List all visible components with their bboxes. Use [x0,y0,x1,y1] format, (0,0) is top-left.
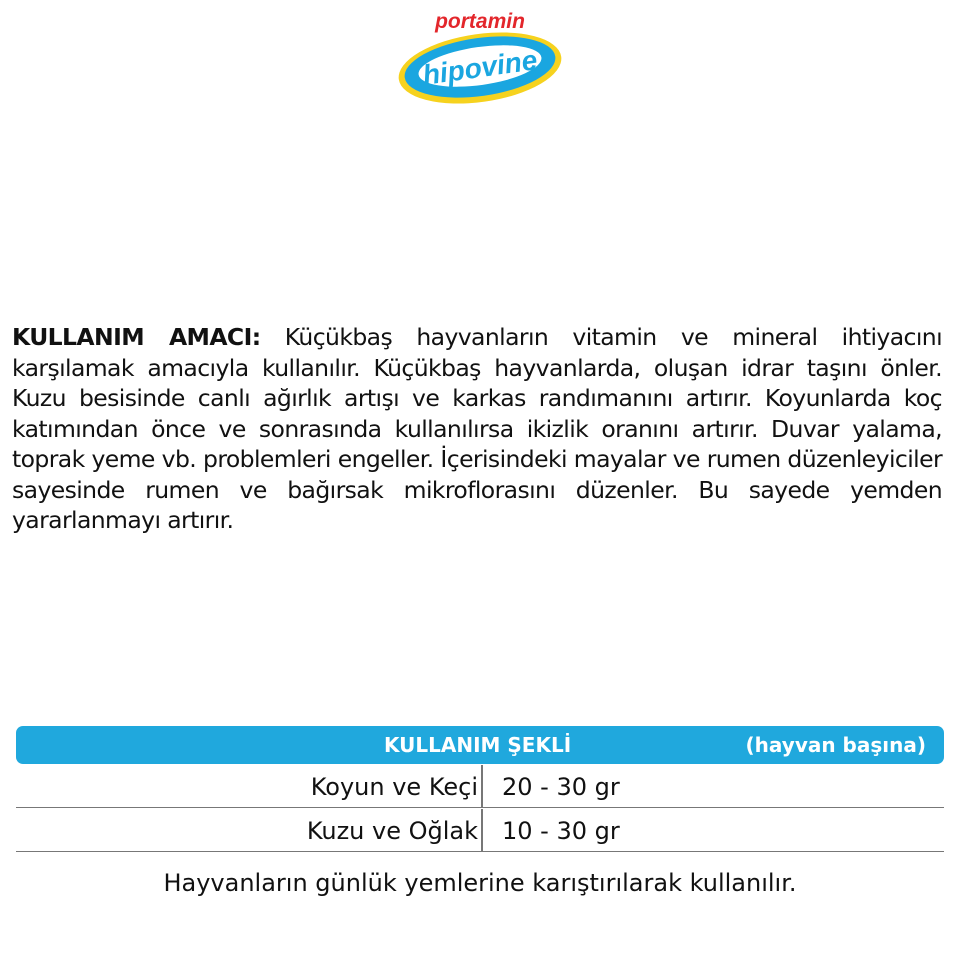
column-divider [481,809,483,851]
usage-purpose-text: Küçükbaş hayvanların vitamin ve mineral ihtiyacını karşılamak amacıyla kullanılır. Küçükbaş hayvanlarda, oluşan idrar taşını önler. Kuzu besisinde canlı ağırlık artışı ve karkas randımanını artırır. Koyunlarda koç katımından önce ve sonrasında kullanılırsa ikizlik oranını artırır. Duvar yalama, toprak yeme vb. problemleri engeller. İçerisindeki mayalar ve rumen düzenleyiciler sayesinde rumen ve bağırsak mikroflorasını düzenler. Bu sayede yemden yararlanmayı artırır. [12,323,942,534]
dose-cell: 10 - 30 gr [502,817,620,845]
animal-cell: Kuzu ve Oğlak [306,817,478,845]
hipovine-logo-graphic [390,4,570,104]
table-row [16,765,944,808]
column-divider [481,765,483,807]
logo-hipovine-text: hipovine [420,44,540,91]
logo-portamin-text: portamin [435,10,525,33]
usage-purpose-label: KULLANIM AMACI: [12,323,261,351]
usage-purpose-paragraph [12,322,942,536]
usage-note: Hayvanların günlük yemlerine karıştırılarak kullanılır. [163,869,797,897]
usage-table-header [16,726,944,764]
usage-table-title: KULLANIM ŞEKLİ [384,733,572,757]
table-row [16,809,944,852]
dose-cell: 20 - 30 gr [502,773,620,801]
brand-logo [390,4,570,104]
usage-table-unit: (hayvan başına) [745,733,926,757]
animal-cell: Koyun ve Keçi [310,773,478,801]
